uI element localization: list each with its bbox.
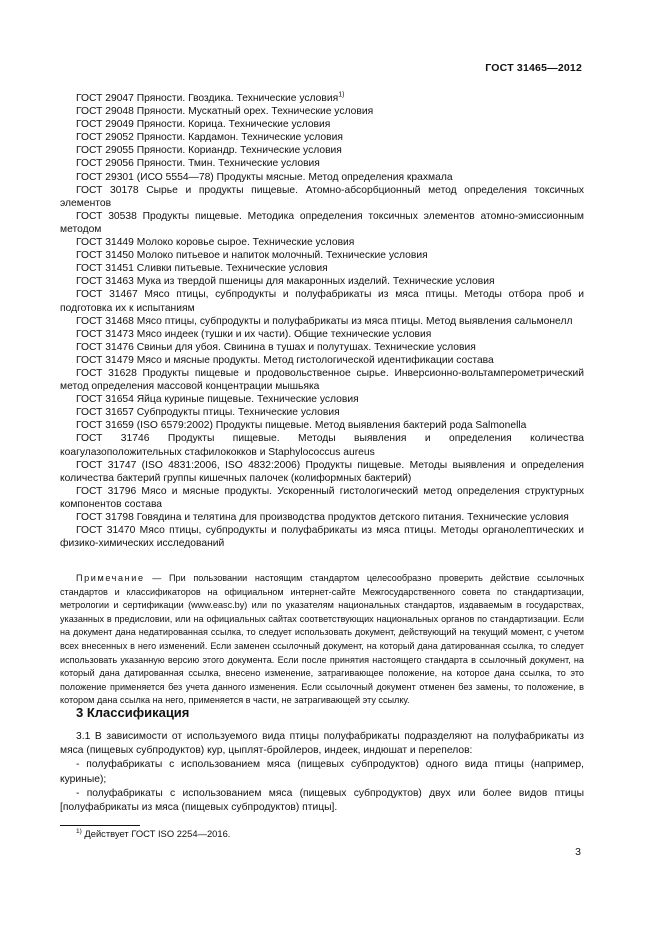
- reference-item: ГОСТ 31657 Субпродукты птицы. Технические условия: [76, 407, 340, 419]
- footnote-marker: 1): [338, 91, 345, 99]
- list-item: - полуфабрикаты с использованием мяса (пищевых субпродуктов) двух или более видов птицы [полуфабрикаты из мяса (пищевых субпродуктов) птицы].: [60, 787, 584, 814]
- reference-item: ГОСТ 29055 Пряности. Кориандр. Технические условия: [76, 145, 342, 157]
- reference-item: ГОСТ 31476 Свиньи для убоя. Свинина в тушах и полутушах. Технические условия: [76, 341, 476, 353]
- paragraph: 3.1 В зависимости от используемого вида птицы полуфабрикаты подразделяют на полуфабрикаты из мяса (пищевых субпродуктов) кур, цыплят-бройлеров, индеек, индюшат и перепелов:: [60, 731, 584, 757]
- reference-item: ГОСТ 31467 Мясо птицы, субпродукты и полуфабрикаты из мяса птицы. Методы отбора проб и подготовка их к испытаниям: [60, 289, 584, 314]
- classification-body: [60, 730, 584, 815]
- page-number: 3: [575, 846, 581, 858]
- reference-item: ГОСТ 31463 Мука из твердой пшеницы для макаронных изделий. Технические условия: [76, 276, 495, 288]
- footnote-marker: 1): [76, 828, 82, 835]
- reference-item: ГОСТ 29052 Пряности. Кардамон. Технические условия: [76, 132, 343, 144]
- reference-item: ГОСТ 31628 Продукты пищевые и продовольственное сырье. Инверсионно-вольтамперометрический метод определения массовой концентрации мышьяка: [60, 367, 584, 393]
- footnote-divider: [60, 825, 140, 826]
- reference-item: ГОСТ 30538 Продукты пищевые. Методика определения токсичных элементов атомно-эмиссионным методом: [60, 210, 584, 235]
- reference-item: ГОСТ 31449 Молоко коровье сырое. Технические условия: [76, 237, 355, 249]
- footnote: [76, 828, 230, 839]
- reference-item: ГОСТ 31659 (ISO 6579:2002) Продукты пищевые. Метод выявления бактерий рода Salmonella: [76, 420, 527, 432]
- note-dash: —: [144, 573, 170, 583]
- list-item: - полуфабрикаты с использованием мяса (пищевых субпродуктов) одного вида птицы (например, куриные);: [60, 759, 584, 785]
- reference-item: ГОСТ 31796 Мясо и мясные продукты. Ускоренный гистологический метод определения структурных компонентов состава: [60, 485, 584, 510]
- reference-item: ГОСТ 29047 Пряности. Гвоздика. Технические условия$^{1)}$: [76, 91, 345, 104]
- section-heading: 3 Классификация: [76, 705, 190, 720]
- reference-item: ГОСТ 31473 Мясо индеек (тушки и их части). Общие технические условия: [76, 328, 432, 340]
- reference-item: ГОСТ 29049 Пряности. Корица. Технические условия: [76, 119, 331, 131]
- reference-item: ГОСТ 29301 (ИСО 5554—78) Продукты мясные. Метод определения крахмала: [76, 171, 453, 183]
- reference-item: ГОСТ 31470 Мясо птицы, субпродукты и полуфабрикаты из мяса птицы. Методы органолептических и физико-химических исследований: [60, 525, 584, 550]
- reference-item: ГОСТ 31747 (ISO 4831:2006, ISO 4832:2006) Продукты пищевые. Методы выявления и определения количества бактерий группы кишечных палочек (колиформных бактерий): [60, 459, 584, 484]
- reference-item: ГОСТ 31468 Мясо птицы, субпродукты и полуфабрикаты из мяса птицы. Метод выявления сальмонелл: [76, 315, 573, 327]
- footnote-text: Действует ГОСТ ISO 2254—2016.: [81, 828, 231, 840]
- note-paragraph: [60, 572, 584, 708]
- note-label: Примечание: [76, 573, 145, 583]
- reference-item: ГОСТ 29056 Пряности. Тмин. Технические условия: [76, 158, 320, 170]
- reference-item: ГОСТ 31654 Яйца куриные пищевые. Технические условия: [76, 394, 359, 406]
- standard-number-header: ГОСТ 31465—2012: [485, 62, 582, 74]
- normative-references-list: [60, 92, 584, 550]
- reference-item: ГОСТ 31451 Сливки питьевые. Технические условия: [76, 263, 328, 275]
- reference-item: ГОСТ 29048 Пряности. Мускатный орех. Технические условия: [76, 106, 374, 118]
- note-text: При пользовании настоящим стандартом целесообразно проверить действие ссылочных стандартов и классификаторов на официальном интернет-сайте Межгосударственного совета по стандартизации, метрологии и сертификации (www.easc.by) или по указателям национальных стандартов, издаваемым в государствах, указанных в предисловии, или на официальных сайтах соответствующих национальных органов по стандартизации. Если на документ дана недатированная ссылка, то следует использовать документ, действующий на текущий момент, с учетом всех внесенных в него изменений. Если заменен ссылочный документ, на который дана датированная ссылка, то следует использовать указанную версию этого документа. Если после принятия настоящего стандарта в ссылочный документ, на который дана датированная ссылка, внесено изменение, затрагивающее положение, на которое дана ссылка, то это положение применяется без учета данного изменения. Если ссылочный документ отменен без замены, то положение, в котором дана ссылка на него, применяется в части, не затрагивающей эту ссылку.: [60, 573, 585, 706]
- reference-item: ГОСТ 31450 Молоко питьевое и напиток молочный. Технические условия: [76, 250, 428, 262]
- reference-item: ГОСТ 30178 Сырье и продукты пищевые. Атомно-абсорбционный метод определения токсичных элементов: [60, 184, 584, 209]
- reference-item: ГОСТ 31746 Продукты пищевые. Методы выявления и определения количества коагулазоположительных стафилококков и Staphylococcus aureus: [60, 433, 584, 458]
- reference-item: ГОСТ 31798 Говядина и телятина для производства продуктов детского питания. Технические условия: [76, 512, 569, 523]
- reference-item: ГОСТ 31479 Мясо и мясные продукты. Метод гистологической идентификации состава: [76, 354, 494, 366]
